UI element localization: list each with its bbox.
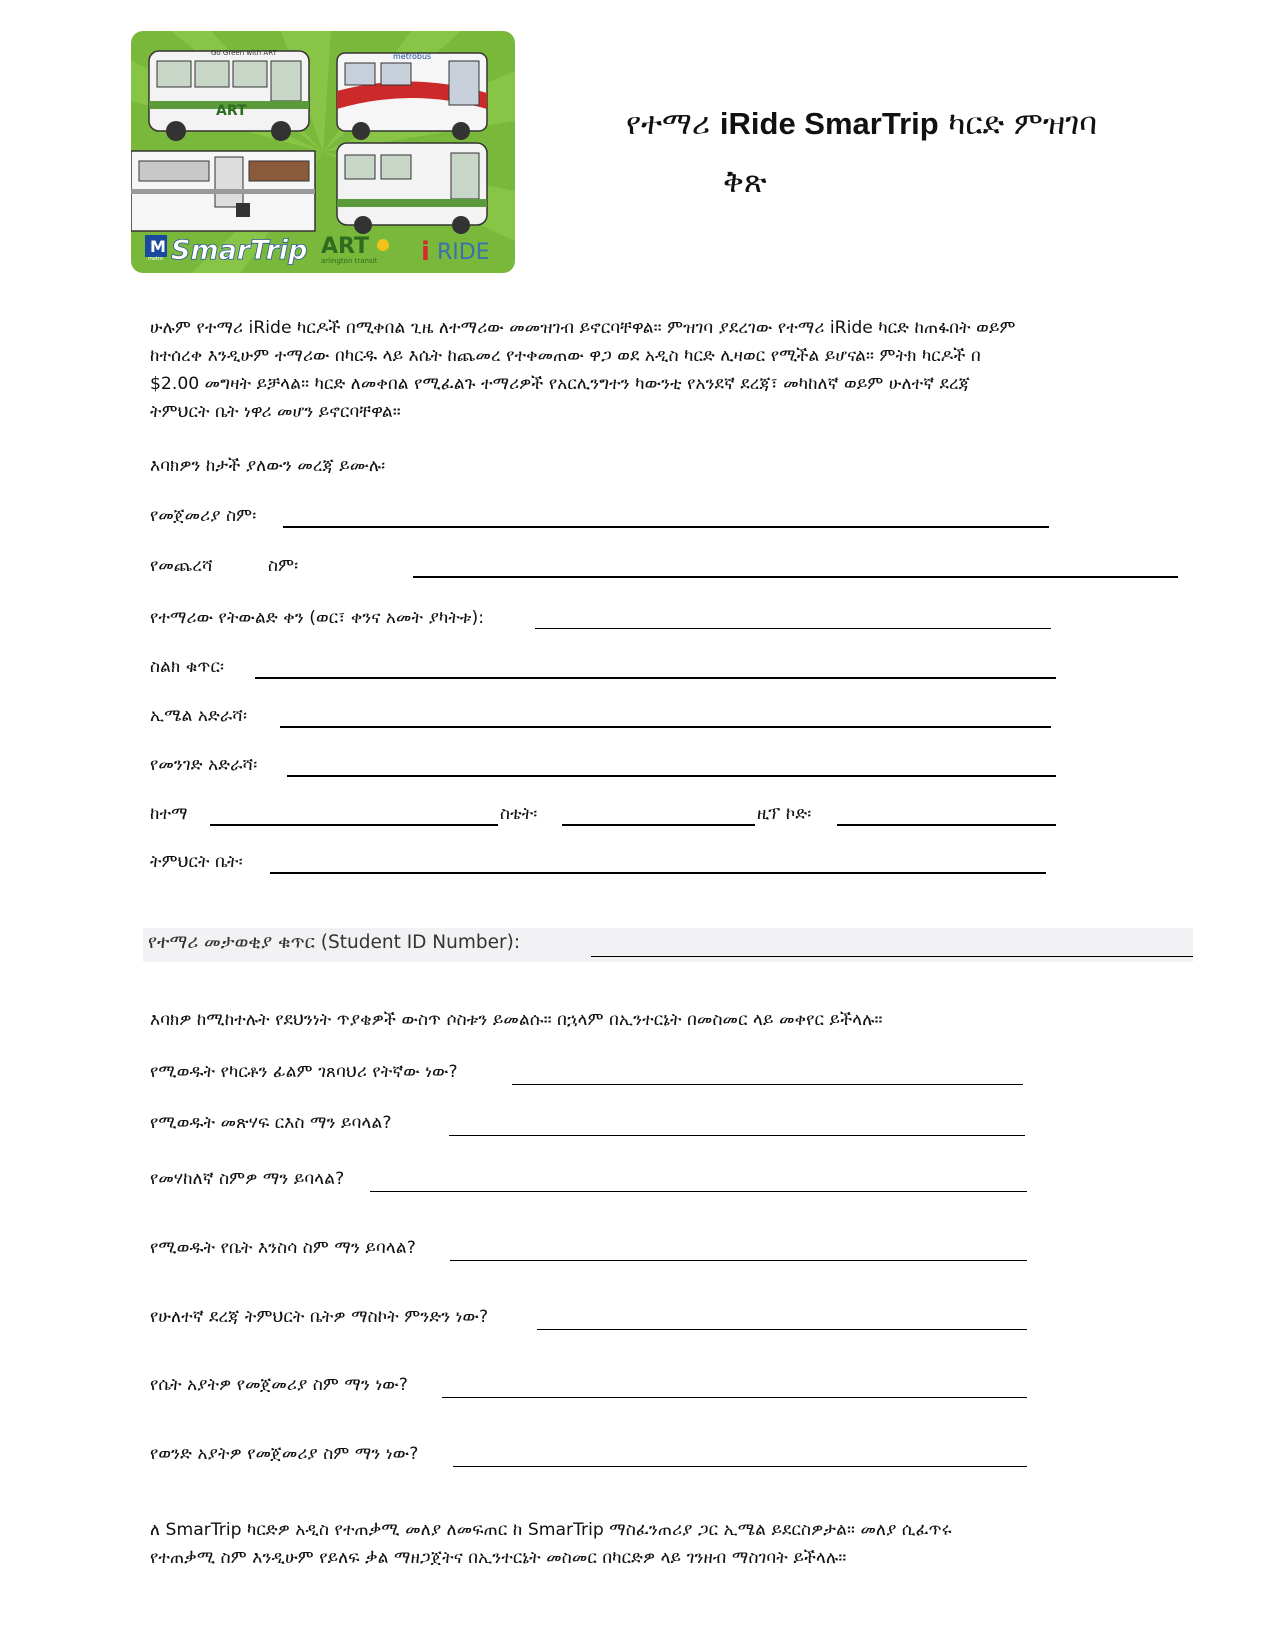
security-answer-field[interactable] (537, 1329, 1027, 1330)
security-question-label: የሚወዱት መጽሃፍ ርእስ ማን ይባላል? (150, 1113, 392, 1133)
form-title (626, 95, 1097, 211)
footer-note (150, 1516, 952, 1572)
security-instructions: እባክዎ ከሚከተሉት የደህንነት ጥያቄዎች ውስጥ ሶስቱን ይመልሱ። በኋላም በኢንተርኔት በመስመር ላይ መቀየር ይችላሉ። (150, 1010, 883, 1030)
form-title-line2: ቅጽ (723, 164, 767, 200)
street-label: የመንገድ አድራሻ፡ (150, 755, 258, 775)
intro-line: ትምህርት ቤት ነዋሪ መሆን ይኖርባቸዋል። (150, 402, 401, 422)
security-answer-field[interactable] (453, 1466, 1027, 1467)
birth-date-label: የተማሪው የትውልድ ቀን (ወር፣ ቀንና አመት ያካትቱ): (150, 608, 485, 628)
title-pre: የተማሪ (626, 106, 720, 142)
bus-sign-1: Go Green with ART (211, 49, 277, 57)
security-question-label: የሴት አያትዎ የመጀመሪያ ስም ማን ነው? (150, 1375, 408, 1395)
city-field[interactable] (210, 824, 498, 826)
intro-paragraph (150, 314, 1160, 426)
street-field[interactable] (287, 775, 1056, 777)
state-field[interactable] (562, 824, 755, 826)
first-name-label: የመጀመሪያ ስም፡ (150, 506, 257, 526)
brand-metro: metro (148, 256, 163, 262)
security-question-label: የወንድ አያትዎ የመጀመሪያ ስም ማን ነው? (150, 1444, 419, 1464)
bus-sign-2: metrobus (393, 52, 432, 61)
phone-field[interactable] (255, 677, 1056, 679)
city-label: ከተማ (150, 804, 188, 824)
footer-line: ለ SmarTrip ካርድዎ አዲስ የተጠቃሚ መለያ ለመፍጠር ከ SmarTrip ማስፈንጠሪያ ጋር ኢሜል ይደርስዎታል። መለያ ሲፈጥሩ (150, 1520, 952, 1540)
security-answer-field[interactable] (512, 1084, 1023, 1085)
intro-line: ሁሉም የተማሪ iRide ካርዶች በሚቀበል ጊዜ ለተማሪው መመዝገብ ይኖርባቸዋል። ምዝገባ ያደረገው የተማሪ iRide ካርድ ከጠፋበት ወይም (150, 318, 1016, 338)
phone-label: ስልክ ቁጥር፡ (150, 657, 225, 677)
brand-art: ART (321, 234, 369, 259)
title-post: ካርድ ምዝገባ (938, 106, 1098, 142)
last-name-field[interactable] (413, 576, 1178, 578)
iride-smartrip-card-image (131, 31, 515, 273)
intro-line: $2.00 መግዛት ይቻላል። ካርድ ለመቀበል የሚፈልጉ ተማሪዎች የአርሊንግተን ካውንቲ የአንደኛ ደረጃ፣ መካከለኛ ወይም ሁለተኛ ደረጃ (150, 374, 970, 394)
bus-drawing-metrobus (337, 53, 487, 140)
form-title-line1 (626, 95, 1097, 153)
email-field[interactable] (280, 726, 1051, 728)
email-label: ኢሜል አድራሻ፡ (150, 706, 248, 726)
svg-text:M: M (150, 237, 166, 256)
security-answer-field[interactable] (449, 1135, 1025, 1136)
state-label: ስቴት፡ (500, 804, 538, 824)
student-id-row (143, 928, 1193, 962)
last-name-label: የመጨረሻ (150, 556, 213, 576)
intro-line: ከተሰረቀ እንዲሁም ተማሪው በካርዱ ላይ እሴት ከጨመረ የተቀመጠው ዋጋ ወደ አዲስ ካርድ ሊዛወር የሚችል ይሆናል። ምትክ ካርዶች በ (150, 346, 981, 366)
student-id-field[interactable] (591, 956, 1193, 957)
security-question-label: የሚወዱት የካርቶን ፊልም ገጸባህሪ የትኛው ነው? (150, 1062, 458, 1082)
zip-label: ዚፕ ኮድ፡ (757, 804, 812, 824)
bus-drawing-art-top-left (149, 51, 309, 141)
school-field[interactable] (270, 872, 1046, 874)
art-sun-icon (377, 239, 389, 251)
bus-logo-art: ART (216, 103, 247, 119)
footer-line: የተጠቃሚ ስም እንዲሁም የይለፍ ቃል ማዘጋጀትና በኢንተርኔት መስመር በካርድዎ ላይ ገንዘብ ማስገባት ይችላሉ። (150, 1548, 847, 1568)
bus-drawing-art-bottom-right (337, 143, 487, 234)
school-label: ትምህርት ቤት፡ (150, 852, 243, 872)
security-answer-field[interactable] (450, 1260, 1027, 1261)
first-name-field[interactable] (283, 526, 1049, 528)
card-illustration (131, 31, 515, 273)
security-answer-field[interactable] (442, 1397, 1027, 1398)
brand-iride-i: i (421, 237, 430, 267)
train-drawing-metro (131, 151, 315, 231)
last-name-label-suffix: ስም፡ (268, 556, 299, 576)
security-answer-field[interactable] (370, 1191, 1027, 1192)
security-question-label: የመሃከለኛ ስምዎ ማን ይባላል? (150, 1169, 345, 1189)
brand-art-sub: arlington transit (321, 257, 378, 265)
title-bold: iRide SmarTrip (719, 106, 939, 141)
brand-iride-rest: RIDE (437, 240, 490, 265)
student-id-label: የተማሪ መታወቂያ ቁጥር (Student ID Number): (148, 932, 521, 953)
brand-smartrip: SmarTrip (171, 235, 308, 266)
card-brand-strip (145, 235, 167, 262)
zip-field[interactable] (837, 824, 1056, 826)
birth-date-field[interactable] (535, 628, 1051, 629)
security-question-label: የሚወዱት የቤት እንስሳ ስም ማን ይባላል? (150, 1238, 416, 1258)
fill-instructions: እባክዎን ከታች ያለውን መረጃ ይሙሉ፡ (150, 456, 386, 476)
security-question-label: የሁለተኛ ደረጃ ትምህርት ቤትዎ ማስኮት ምንድን ነው? (150, 1307, 489, 1327)
